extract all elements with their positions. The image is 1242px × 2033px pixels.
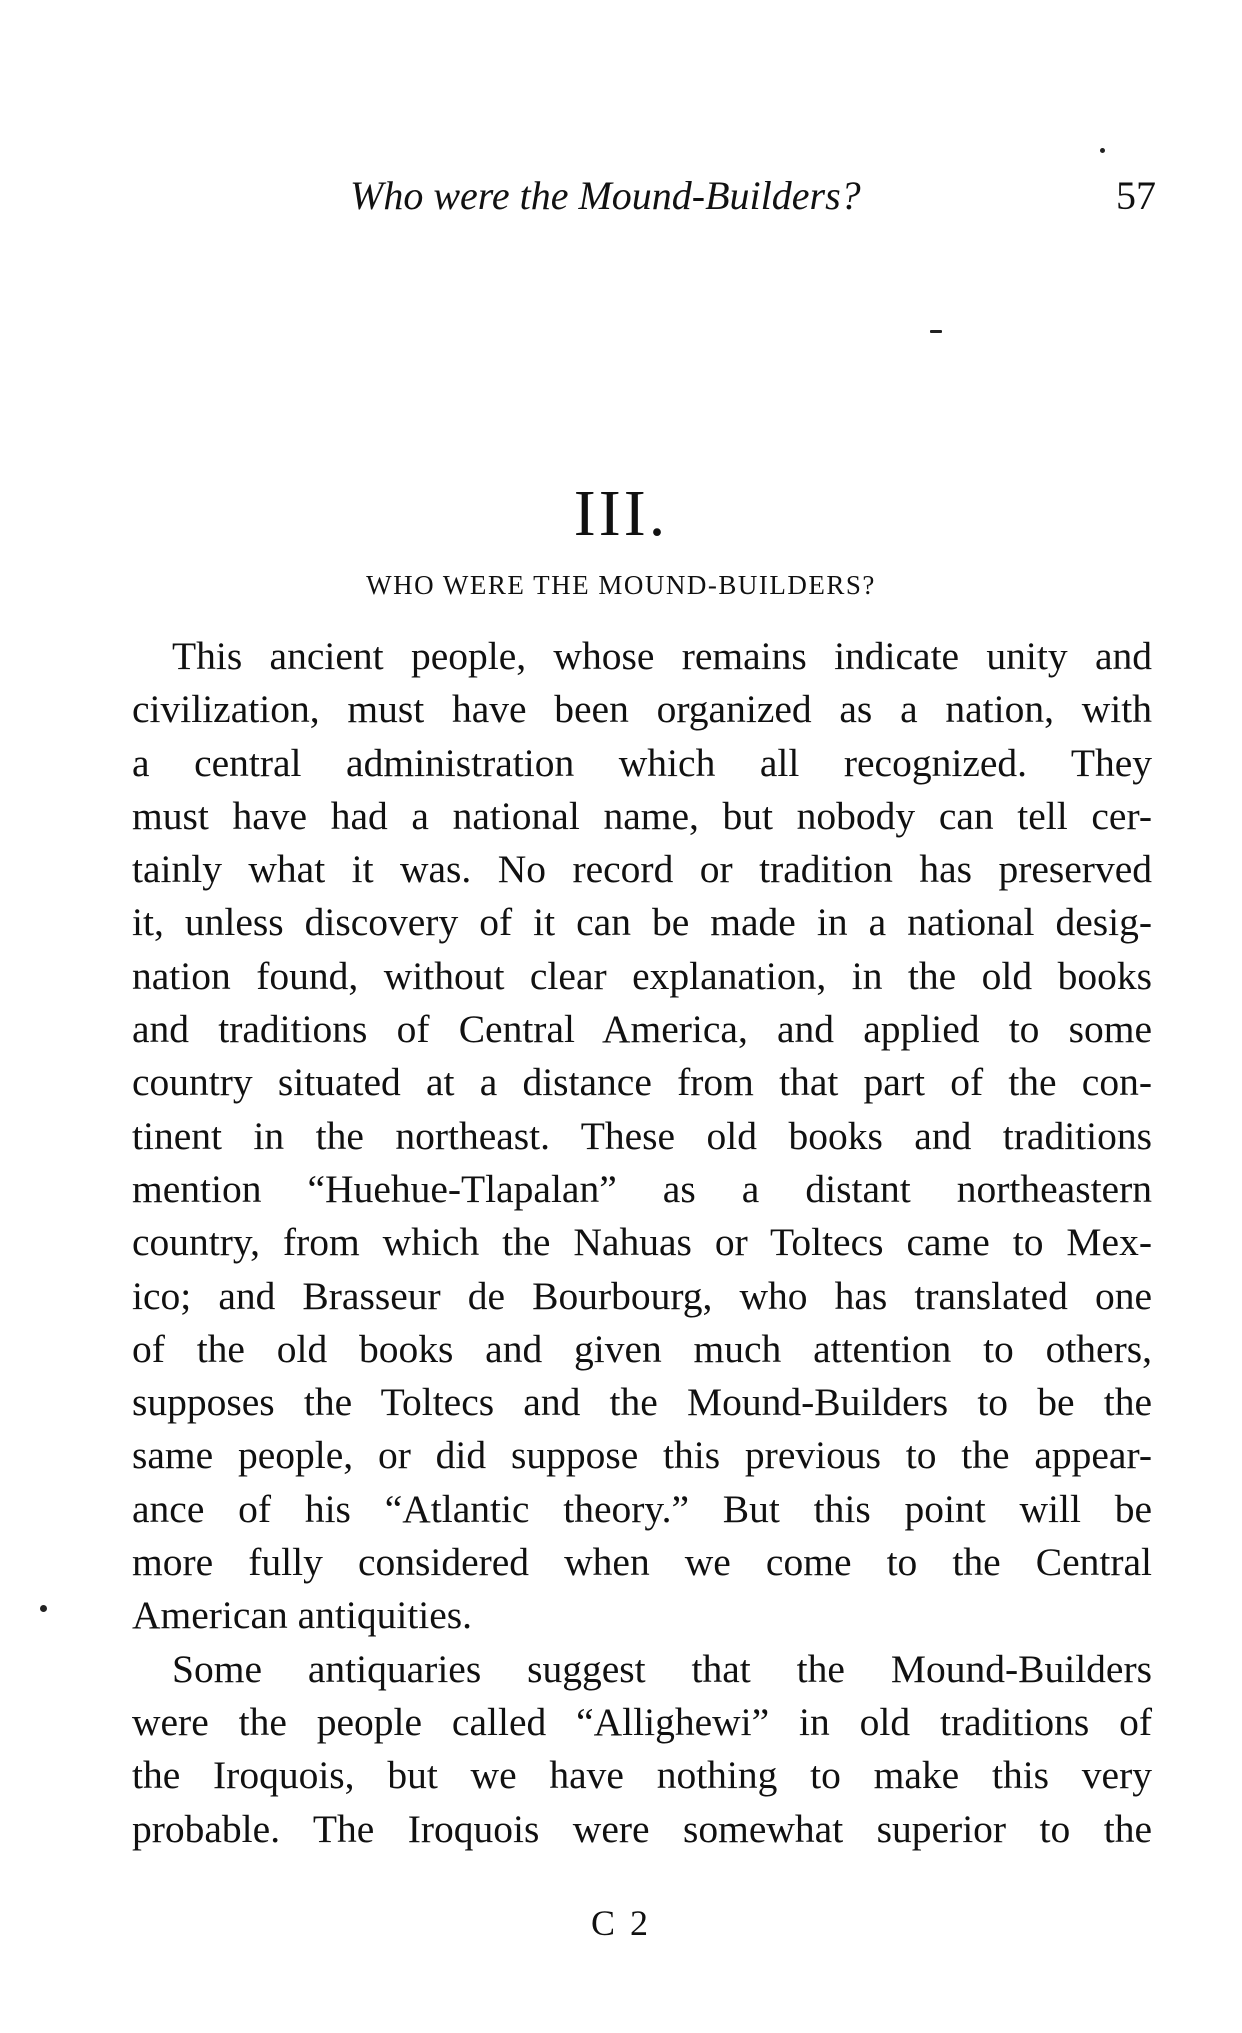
body-text	[132, 630, 1152, 1856]
running-head-title: Who were the Mound-Builders?	[350, 173, 861, 218]
print-speck	[930, 330, 942, 333]
text-line: more fully considered when we come to the Central	[132, 1540, 1152, 1585]
print-speck	[40, 1605, 47, 1612]
text-line: were the people called “Allighewi” in old traditions of	[132, 1699, 1152, 1744]
text-line: the Iroquois, but we have nothing to make this very	[132, 1753, 1152, 1798]
text-line: civilization, must have been organized as a nation, with	[132, 687, 1152, 732]
page-number: 57	[1116, 173, 1156, 218]
text-line: supposes the Toltecs and the Mound-Builders to be the	[132, 1380, 1152, 1425]
chapter-title: WHO WERE THE MOUND-BUILDERS?	[366, 570, 876, 600]
text-line: mention “Huehue-Tlapalan” as a distant northeastern	[132, 1166, 1152, 1211]
paragraph	[132, 630, 1152, 1643]
paragraph	[132, 1643, 1152, 1856]
text-line: a central administration which all recognized. They	[132, 740, 1152, 785]
text-line: Some antiquaries suggest that the Mound-Builders	[172, 1646, 1152, 1691]
text-line: same people, or did suppose this previous to the appear-	[132, 1433, 1152, 1478]
text-line: must have had a national name, but nobody can tell cer-	[132, 793, 1152, 838]
text-line: This ancient people, whose remains indicate unity and	[172, 634, 1152, 678]
text-line: of the old books and given much attention to others,	[132, 1326, 1152, 1371]
text-line: tinent in the northeast. These old books and traditions	[132, 1113, 1152, 1158]
text-line: and traditions of Central America, and applied to some	[132, 1007, 1152, 1052]
print-speck	[1100, 148, 1105, 153]
text-line: tainly what it was. No record or tradition has preserved	[132, 847, 1152, 892]
signature-mark: C 2	[590, 1903, 651, 1943]
text-line: country situated at a distance from that part of the con-	[132, 1060, 1152, 1105]
text-line: it, unless discovery of it can be made in a national desig-	[132, 900, 1152, 945]
text-line: American antiquities.	[132, 1593, 473, 1638]
chapter-number: III.	[573, 477, 669, 550]
text-line: ico; and Brasseur de Bourbourg, who has translated one	[132, 1273, 1152, 1318]
text-line: ance of his “Atlantic theory.” But this point will be	[132, 1486, 1152, 1531]
text-line: probable. The Iroquois were somewhat superior to the	[132, 1806, 1152, 1851]
text-line: country, from which the Nahuas or Toltecs came to Mex-	[132, 1220, 1152, 1265]
text-line: nation found, without clear explanation, in the old books	[132, 953, 1152, 998]
